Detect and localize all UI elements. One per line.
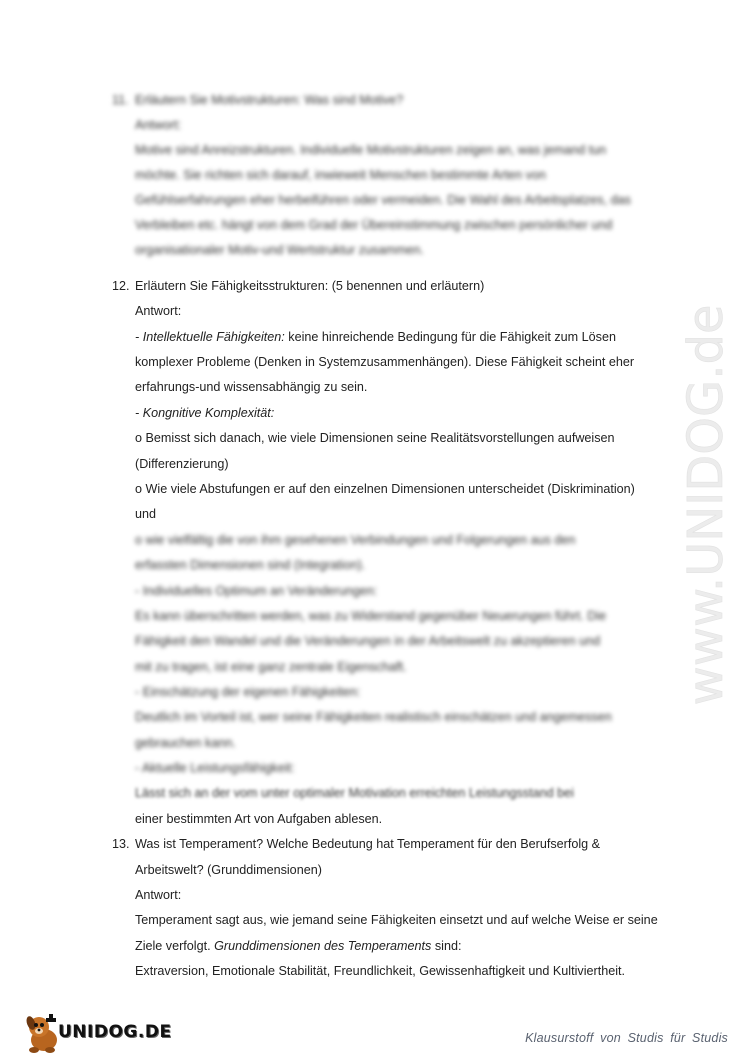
q13-line3: Extraversion, Emotionale Stabilität, Freundlichkeit, Gewissenhaftigkeit und Kultiviertheit. [135, 964, 625, 978]
q12-item1-text: keine hinreichende Bedingung für die Fähigkeit zum Lösen [284, 330, 616, 344]
watermark [670, 275, 740, 735]
unidog-logo[interactable] [20, 1010, 180, 1055]
q13-question-line1: Was ist Temperament? Welche Bedeutung hat Temperament für den Berufserfolg & [135, 837, 601, 851]
q12-number: 12. [112, 279, 130, 293]
q12-item2-label: - Kongnitive Komplexität: [135, 406, 275, 420]
logo-text: UNIDOG.DE [58, 1022, 172, 1042]
q13-line2-suffix: sind: [431, 939, 462, 953]
q12-blurred-line: gebrauchen kann. [135, 736, 236, 750]
q11-answer-line: Gefühlserfahrungen eher herbeiführen oder vermeiden. Die Wahl des Arbeitsplatzes, das [135, 193, 631, 207]
q12-item1-label: - Intellektuelle Fähigkeiten: [135, 330, 285, 344]
q12-item1 [135, 329, 616, 345]
q11-answer-line: möchte. Sie richten sich darauf, inwieweit Menschen bestimmte Arten von [135, 168, 546, 182]
q13-line2 [135, 938, 461, 954]
q13-line1: Temperament sagt aus, wie jemand seine Fähigkeiten einsetzt und auf welche Weise er seine [135, 913, 658, 927]
q12-item1-line3: erfahrungs-und wissensabhängig zu sein. [135, 380, 368, 394]
q12-last-line: einer bestimmten Art von Aufgaben ablesen. [135, 812, 383, 826]
q11-answer-label: Antwort: [135, 118, 182, 132]
q13-line2-prefix: Ziele verfolgt. [135, 939, 215, 953]
q12-item2-line3: o Wie viele Abstufungen er auf den einzelnen Dimensionen unterscheidet (Diskrimination) [135, 482, 635, 496]
q12-blurred-line: Fähigkeit den Wandel und die Veränderungen in der Arbeitswelt zu akzeptieren und [135, 634, 601, 648]
q11-answer-line: Verbleiben etc. hängt von dem Grad der Übereinstimmung zwischen persönlicher und [135, 218, 613, 232]
q12-answer-label: Antwort: [135, 304, 182, 318]
q11-question: Erläutern Sie Motivstrukturen: Was sind Motive? [135, 93, 404, 107]
q13-number: 13. [112, 837, 130, 851]
q12-partial-line: Lässt sich an der vom unter optimaler Motivation erreichten Leistungsstand bei [135, 786, 574, 800]
q12-item1-line2: komplexer Probleme (Denken in Systemzusammenhängen). Diese Fähigkeit scheint eher [135, 355, 635, 369]
q13-line2-italic: Grunddimensionen des Temperaments [214, 939, 432, 953]
q11-number: 11. [112, 93, 129, 107]
q12-blurred-line: - Individuelles Optimum an Veränderungen: [135, 584, 378, 598]
q13-question-line2: Arbeitswelt? (Grunddimensionen) [135, 863, 322, 877]
q12-blurred-line: Es kann überschritten werden, was zu Widerstand gegenüber Neuerungen führt. Die [135, 609, 607, 623]
q11-answer-line: organisationaler Motiv-und Wertstruktur zusammen. [135, 243, 424, 257]
q12-item2-line4: und [135, 507, 157, 521]
q13-answer-label: Antwort: [135, 888, 182, 902]
q12-blurred-line: Deutlich im Vorteil ist, wer seine Fähigkeiten realistisch einschätzen und angemessen [135, 710, 612, 724]
q12-blurred-line: - Einschätzung der eigenen Fähigkeiten: [135, 685, 361, 699]
q12-blurred-line: erfassten Dimensionen sind (Integration). [135, 558, 366, 572]
q12-blurred-line: o wie vielfältig die von ihm gesehenen Verbindungen und Folgerungen aus den [135, 533, 576, 547]
q12-blurred-line: mit zu tragen, ist eine ganz zentrale Eigenschaft. [135, 660, 407, 674]
q12-item2-line2: (Differenzierung) [135, 457, 229, 471]
watermark-text: www.UNIDOG.de [678, 304, 734, 706]
footer-tagline: Klausurstoff von Studis für Studis [525, 1031, 728, 1045]
q12-question: Erläutern Sie Fähigkeitsstrukturen: (5 benennen und erläutern) [135, 279, 485, 293]
q11-answer-line: Motive sind Anreizstrukturen. Individuelle Motivstrukturen zeigen an, was jemand tun [135, 143, 607, 157]
q12-item2-line1: o Bemisst sich danach, wie viele Dimensionen seine Realitätsvorstellungen aufweisen [135, 431, 615, 445]
q12-blurred-line: - Aktuelle Leistungsfähigkeit: [135, 761, 295, 775]
